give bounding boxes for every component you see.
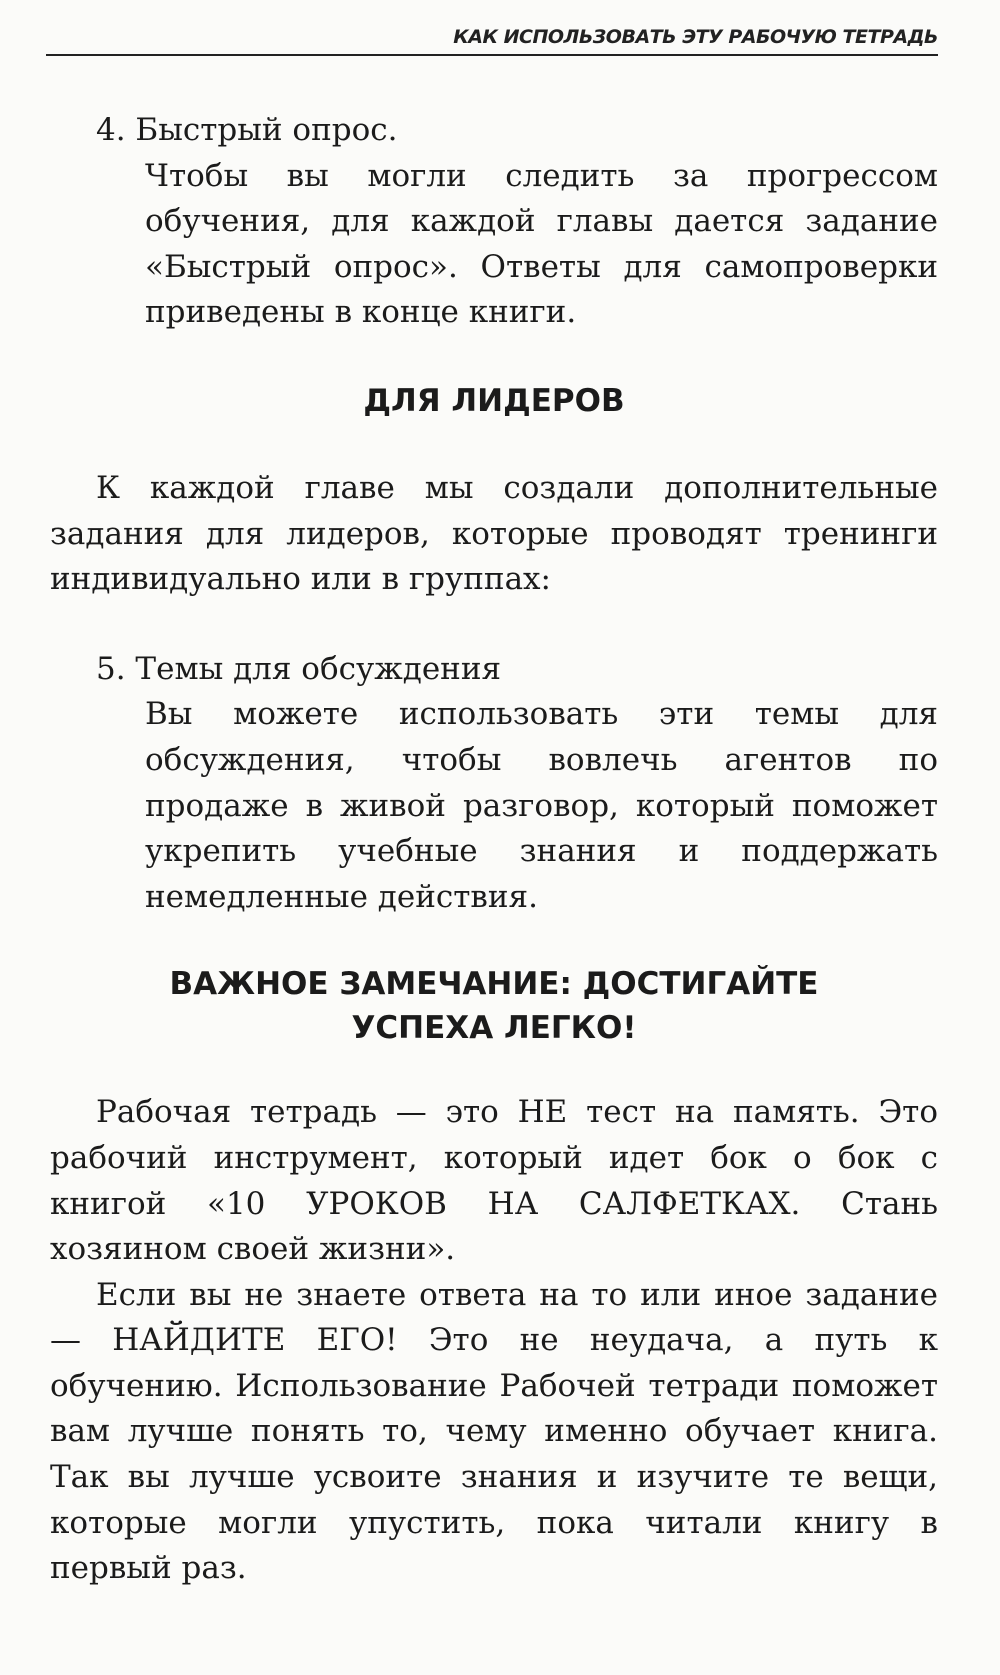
important-note-title-line-1: ВАЖНОЕ ЗАМЕЧАНИЕ: ДОСТИГАЙТЕ (169, 966, 819, 1003)
item-4-body: Чтобы вы могли следить за прогрессом обучения, для каждой главы дается задание «Быстрый опрос». Ответы для самопроверки приведены в конце книги. (145, 157, 938, 331)
item-5-heading: 5. Темы для обсуждения (96, 650, 502, 687)
leaders-intro-paragraph: К каждой главе мы создали дополнительные задания для лидеров, которые проводят тренинги индивидуально или в группах: (50, 469, 938, 598)
leaders-section-title: ДЛЯ ЛИДЕРОВ (363, 382, 625, 419)
important-note-title-line-2: УСПЕХА ЛЕГКО! (351, 1010, 637, 1047)
note-paragraph-2: Если вы не знаете ответа на то или иное задание — НАЙДИТЕ ЕГО! Это не неудача, а путь к обучению. Использование Рабочей тетради поможет вам лучше понять то, чему именно обучает книга. Так вы лучше усвоите знания и изучите те вещи, которые могли упустить, пока читали книгу в первый раз. (50, 1276, 938, 1587)
item-4-heading: 4. Быстрый опрос. (96, 112, 398, 148)
note-paragraph-1: Рабочая тетрадь — это НЕ тест на память. Это рабочий инструмент, который идет бок о бок с книгой «10 УРОКОВ НА САЛФЕТКАХ. Стань хозяином своей жизни». (50, 1094, 938, 1268)
running-header: КАК ИСПОЛЬЗОВАТЬ ЭТУ РАБОЧУЮ ТЕТРАДЬ (453, 26, 938, 48)
header-rule (46, 54, 938, 56)
page-content (50, 108, 938, 1592)
important-note-title (50, 962, 938, 1050)
item-5-body: Вы можете использовать эти темы для обсуждения, чтобы вовлечь агентов по продаже в живой разговор, который поможет укрепить учебные знания и поддержать немедленные действия. (145, 696, 938, 915)
